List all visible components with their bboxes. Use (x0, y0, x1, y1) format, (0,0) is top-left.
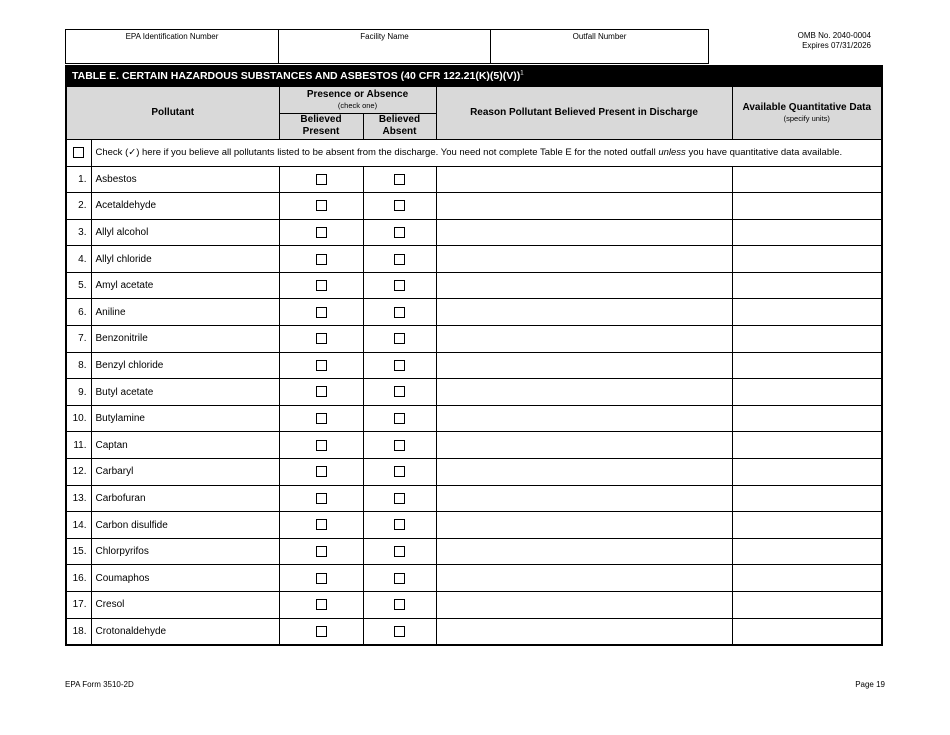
table-row (66, 592, 882, 619)
reason-field[interactable] (436, 379, 732, 406)
row-number: 14. (66, 512, 91, 539)
believed-absent-checkbox[interactable] (394, 307, 405, 318)
pollutant-name: Chlorpyrifos (91, 538, 279, 565)
pollutant-name: Asbestos (91, 166, 279, 193)
believed-present-cell (279, 432, 363, 459)
checkmark-icon: ✓ (128, 147, 137, 158)
believed-absent-cell (363, 485, 436, 512)
col-quantitative: Available Quantitative Data (specify units) (732, 86, 882, 139)
row-number: 13. (66, 485, 91, 512)
believed-present-checkbox[interactable] (316, 360, 327, 371)
believed-absent-checkbox[interactable] (394, 626, 405, 637)
believed-present-cell (279, 459, 363, 486)
believed-present-checkbox[interactable] (316, 599, 327, 610)
table-row (66, 219, 882, 246)
row-number: 1. (66, 166, 91, 193)
check-all-text: Check (✓) here if you believe all pollutants listed to be absent from the discharge. You need not complete Table E for the noted outfall unless you have quantitative data available. (91, 139, 882, 166)
row-number: 5. (66, 272, 91, 299)
check-all-cell (66, 139, 91, 166)
believed-present-checkbox[interactable] (316, 413, 327, 424)
reason-field[interactable] (436, 459, 732, 486)
pollutant-name: Aniline (91, 299, 279, 326)
omb-info (798, 31, 871, 51)
believed-present-checkbox[interactable] (316, 333, 327, 344)
table-row (66, 299, 882, 326)
believed-present-checkbox[interactable] (316, 519, 327, 530)
believed-absent-cell (363, 592, 436, 619)
quantitative-data-field[interactable] (732, 592, 882, 619)
believed-absent-cell (363, 326, 436, 353)
believed-present-cell (279, 538, 363, 565)
reason-field[interactable] (436, 592, 732, 619)
believed-absent-checkbox[interactable] (394, 360, 405, 371)
omb-number: OMB No. 2040-0004 (797, 31, 871, 40)
believed-absent-checkbox[interactable] (394, 440, 405, 451)
quantitative-data-field[interactable] (732, 299, 882, 326)
believed-absent-checkbox[interactable] (394, 280, 405, 291)
reason-field[interactable] (436, 538, 732, 565)
quantitative-data-field[interactable] (732, 512, 882, 539)
believed-present-checkbox[interactable] (316, 307, 327, 318)
believed-absent-checkbox[interactable] (394, 174, 405, 185)
believed-absent-cell (363, 272, 436, 299)
reason-field[interactable] (436, 299, 732, 326)
believed-present-checkbox[interactable] (316, 466, 327, 477)
quantitative-data-field[interactable] (732, 326, 882, 353)
col-reason: Reason Pollutant Believed Present in Discharge (436, 86, 732, 139)
quantitative-data-field[interactable] (732, 379, 882, 406)
believed-absent-cell (363, 405, 436, 432)
quantitative-data-field[interactable] (732, 219, 882, 246)
table-row (66, 432, 882, 459)
believed-present-checkbox[interactable] (316, 626, 327, 637)
quantitative-data-field[interactable] (732, 166, 882, 193)
believed-absent-cell (363, 246, 436, 273)
pollutant-name: Coumaphos (91, 565, 279, 592)
believed-absent-checkbox[interactable] (394, 519, 405, 530)
believed-present-cell (279, 193, 363, 220)
reason-field[interactable] (436, 166, 732, 193)
pollutant-name: Cresol (91, 592, 279, 619)
believed-absent-checkbox[interactable] (394, 333, 405, 344)
quantitative-data-field[interactable] (732, 246, 882, 273)
pollutant-name: Benzyl chloride (91, 352, 279, 379)
believed-present-checkbox[interactable] (316, 174, 327, 185)
row-number: 16. (66, 565, 91, 592)
row-number: 17. (66, 592, 91, 619)
believed-present-checkbox[interactable] (316, 440, 327, 451)
row-number: 12. (66, 459, 91, 486)
row-number: 4. (66, 246, 91, 273)
table-row (66, 193, 882, 220)
believed-present-checkbox[interactable] (316, 227, 327, 238)
table-row (66, 459, 882, 486)
believed-absent-checkbox[interactable] (394, 466, 405, 477)
quantitative-data-field[interactable] (732, 352, 882, 379)
believed-present-cell (279, 219, 363, 246)
reason-field[interactable] (436, 246, 732, 273)
believed-present-cell (279, 379, 363, 406)
col-pollutant: Pollutant (66, 86, 279, 139)
believed-present-cell (279, 352, 363, 379)
quantitative-data-field[interactable] (732, 272, 882, 299)
pollutant-name: Benzonitrile (91, 326, 279, 353)
reason-field[interactable] (436, 219, 732, 246)
pollutant-name: Allyl alcohol (91, 219, 279, 246)
row-number: 3. (66, 219, 91, 246)
believed-present-checkbox[interactable] (316, 280, 327, 291)
pollutant-name: Allyl chloride (91, 246, 279, 273)
check-all-row (66, 139, 882, 166)
believed-absent-checkbox[interactable] (394, 546, 405, 557)
believed-present-cell (279, 512, 363, 539)
believed-absent-checkbox[interactable] (394, 573, 405, 584)
table-row (66, 618, 882, 645)
table-row (66, 512, 882, 539)
believed-absent-cell (363, 432, 436, 459)
facility-name-label: Facility Name (360, 32, 409, 41)
form-number: EPA Form 3510-2D (65, 680, 134, 689)
believed-absent-cell (363, 299, 436, 326)
reason-field[interactable] (436, 565, 732, 592)
table-row (66, 485, 882, 512)
row-number: 11. (66, 432, 91, 459)
row-number: 2. (66, 193, 91, 220)
believed-present-checkbox[interactable] (316, 386, 327, 397)
quantitative-data-field[interactable] (732, 405, 882, 432)
table-row (66, 565, 882, 592)
outfall-number-field[interactable] (491, 30, 708, 63)
epa-id-label: EPA Identification Number (125, 32, 219, 41)
believed-absent-checkbox[interactable] (394, 599, 405, 610)
believed-present-checkbox[interactable] (316, 200, 327, 211)
pollutant-name: Butylamine (91, 405, 279, 432)
reason-field[interactable] (436, 326, 732, 353)
table-title: TABLE E. CERTAIN HAZARDOUS SUBSTANCES AND ASBESTOS (40 CFR 122.21(K)(5)(V))$^1$ (66, 66, 882, 86)
believed-absent-cell (363, 193, 436, 220)
reason-field[interactable] (436, 272, 732, 299)
table-row (66, 166, 882, 193)
believed-present-checkbox[interactable] (316, 573, 327, 584)
believed-absent-cell (363, 166, 436, 193)
table-row (66, 246, 882, 273)
believed-absent-checkbox[interactable] (394, 493, 405, 504)
col-believed-absent: Believed Absent (363, 113, 436, 139)
believed-absent-cell (363, 459, 436, 486)
header-fields (65, 29, 709, 64)
quantitative-data-field[interactable] (732, 459, 882, 486)
believed-absent-cell (363, 219, 436, 246)
believed-present-cell (279, 246, 363, 273)
row-number: 10. (66, 405, 91, 432)
reason-field[interactable] (436, 352, 732, 379)
quantitative-data-field[interactable] (732, 485, 882, 512)
facility-name-field[interactable] (279, 30, 491, 63)
omb-expiry: Expires 07/31/2026 (802, 41, 871, 50)
believed-present-cell (279, 592, 363, 619)
believed-absent-checkbox[interactable] (394, 227, 405, 238)
reason-field[interactable] (436, 405, 732, 432)
believed-present-checkbox[interactable] (316, 493, 327, 504)
believed-present-cell (279, 326, 363, 353)
reason-field[interactable] (436, 618, 732, 645)
quantitative-data-field[interactable] (732, 538, 882, 565)
pollutant-name: Carbon disulfide (91, 512, 279, 539)
pollutant-name: Carbofuran (91, 485, 279, 512)
believed-present-cell (279, 299, 363, 326)
reason-field[interactable] (436, 485, 732, 512)
outfall-number-label: Outfall Number (572, 32, 627, 41)
believed-present-cell (279, 618, 363, 645)
believed-present-cell (279, 166, 363, 193)
believed-absent-cell (363, 538, 436, 565)
row-number: 7. (66, 326, 91, 353)
col-presence: Presence or Absence (check one) (279, 86, 436, 113)
pollutant-name: Amyl acetate (91, 272, 279, 299)
believed-absent-checkbox[interactable] (394, 386, 405, 397)
row-number: 15. (66, 538, 91, 565)
col-believed-present: Believed Present (279, 113, 363, 139)
believed-present-cell (279, 272, 363, 299)
pollutant-name: Crotonaldehyde (91, 618, 279, 645)
pollutant-name: Acetaldehyde (91, 193, 279, 220)
quantitative-data-field[interactable] (732, 193, 882, 220)
believed-absent-checkbox[interactable] (394, 413, 405, 424)
row-number: 18. (66, 618, 91, 645)
believed-absent-checkbox[interactable] (394, 254, 405, 265)
epa-id-field[interactable] (66, 30, 279, 63)
table-row (66, 405, 882, 432)
reason-field[interactable] (436, 512, 732, 539)
row-number: 8. (66, 352, 91, 379)
believed-present-checkbox[interactable] (316, 254, 327, 265)
believed-present-cell (279, 565, 363, 592)
believed-present-cell (279, 485, 363, 512)
table-row (66, 326, 882, 353)
table-e (65, 65, 881, 646)
quantitative-data-field[interactable] (732, 565, 882, 592)
pollutant-name: Butyl acetate (91, 379, 279, 406)
pollutant-name: Captan (91, 432, 279, 459)
page-number: Page 19 (855, 680, 885, 689)
believed-absent-cell (363, 565, 436, 592)
believed-absent-checkbox[interactable] (394, 200, 405, 211)
reason-field[interactable] (436, 432, 732, 459)
believed-absent-cell (363, 512, 436, 539)
believed-absent-cell (363, 379, 436, 406)
table-row (66, 272, 882, 299)
believed-absent-cell (363, 352, 436, 379)
table-row (66, 379, 882, 406)
believed-present-cell (279, 405, 363, 432)
table-row (66, 352, 882, 379)
pollutant-name: Carbaryl (91, 459, 279, 486)
row-number: 6. (66, 299, 91, 326)
quantitative-data-field[interactable] (732, 432, 882, 459)
check-all-checkbox[interactable] (73, 147, 84, 158)
believed-present-checkbox[interactable] (316, 546, 327, 557)
table-row (66, 538, 882, 565)
reason-field[interactable] (436, 193, 732, 220)
quantitative-data-field[interactable] (732, 618, 882, 645)
believed-absent-cell (363, 618, 436, 645)
row-number: 9. (66, 379, 91, 406)
